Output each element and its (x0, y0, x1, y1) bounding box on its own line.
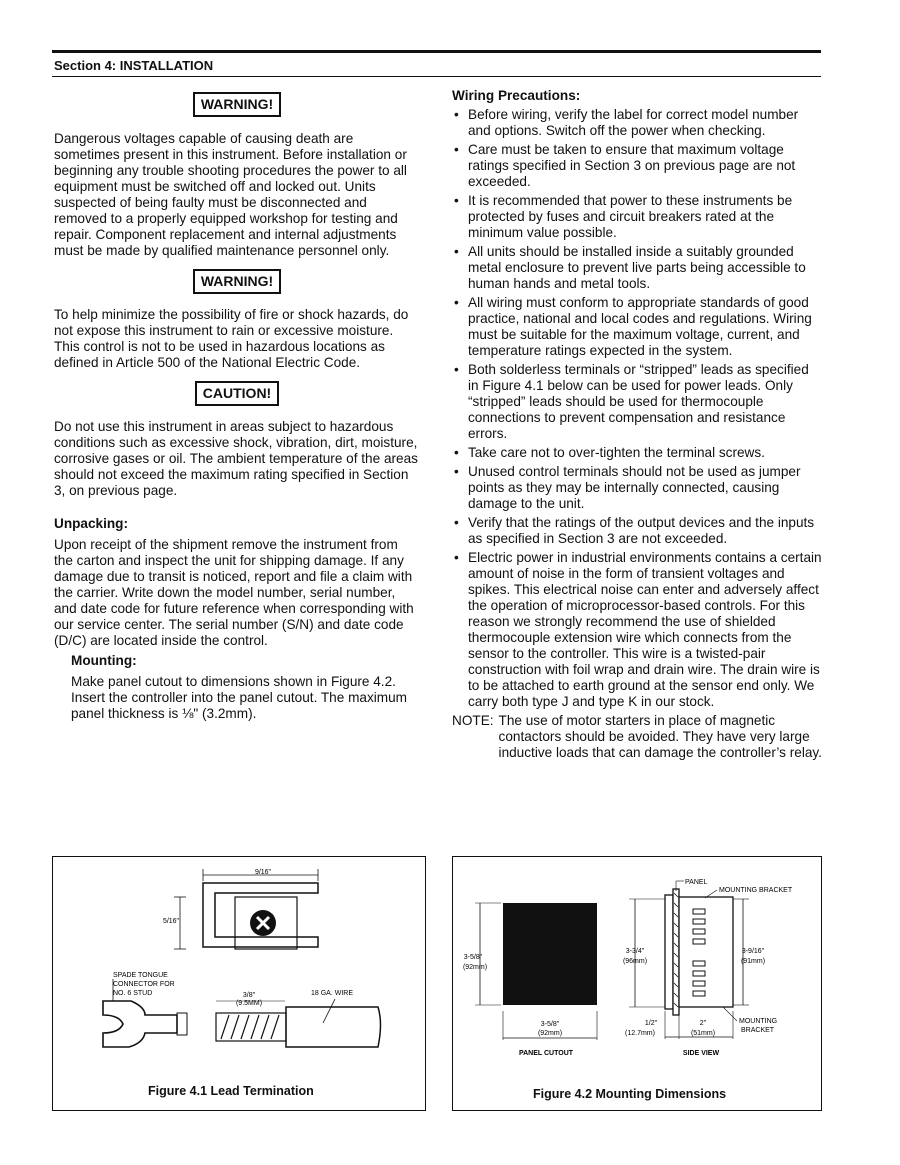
side-height-label: 3-3/4" (625, 948, 645, 955)
wiring-list (452, 107, 822, 710)
top-rule (52, 50, 821, 53)
body-depth-label: 2" (699, 1020, 707, 1027)
strip-length-mm-label: (9.5MM) (235, 1000, 263, 1007)
note-block (452, 713, 822, 761)
warning-text-2: To help minimize the possibility of fire or shock hazards, do not expose this instrument to rain or excessive moisture. This control is not to be used in hazardous locations as defined in Article 500 of the National Electric Code. (54, 307, 409, 370)
figure-lead-termination (52, 856, 426, 1111)
warning-text-1: Dangerous voltages capable of causing death are sometimes present in this instrument. Before installation or beginning any trouble shooting procedures the power to all equipment must be switched off and locked out. Units suspected of being faulty must be disconnected and removed to a properly equipped workshop for testing and repair. Component replacement and internal adjustments must be made by qualified maintenance personnel only. (54, 131, 407, 258)
list-item: • Take care not to over-tighten the terminal screws. (452, 445, 822, 461)
list-item: • All units should be installed inside a suitably grounded metal enclosure to prevent live parts being accessible to human hands and metal tools. (452, 244, 822, 292)
caution-text: Do not use this instrument in areas subject to hazardous conditions such as excessive shock, vibration, dirt, moisture, corrosive gases or oil. The ambient temperature of the areas should not exceed the maximum rating specified in Section 3, on previous page. (54, 419, 418, 498)
side-height-mm-label: (96mm) (622, 958, 648, 965)
dim-height-label: 5/16" (162, 918, 180, 925)
lead-termination-diagram (53, 857, 425, 1110)
list-item: • Care must be taken to ensure that maximum voltage ratings specified in Section 3 on previous page are not exceeded. (452, 142, 822, 190)
left-column (54, 92, 420, 722)
panel-cutout-square (503, 903, 597, 1005)
unpacking-heading: Unpacking: (54, 516, 129, 531)
body-depth-mm-label: (51mm) (690, 1030, 716, 1037)
cutout-height-mm-label: (92mm) (462, 964, 488, 971)
strip-length-label: 3/8" (242, 992, 256, 999)
mounting-bracket-top-label: MOUNTING BRACKET (719, 887, 793, 894)
mounting-bracket-bottom-label-1: MOUNTING (739, 1018, 778, 1025)
list-item: • Both solderless terminals or “stripped” leads as specified in Figure 4.1 below can be used for power leads. Only “stripped” leads should be used for thermocouple connections to prevent compensation and resistance errors. (452, 362, 822, 442)
cutout-width-mm-label: (92mm) (537, 1030, 563, 1037)
cutout-height-label: 3-5/8" (463, 954, 483, 961)
list-item: • It is recommended that power to these instruments be protected by fuses and circuit breakers rated at the minimum value possible. (452, 193, 822, 241)
figure-mounting-dimensions (452, 856, 822, 1111)
unpacking-text: Upon receipt of the shipment remove the instrument from the carton and inspect the unit for shipping damage. If any damage due to transit is noticed, report and file a claim with the carrier. Write down the model number, serial number, and date code for future reference when corresponding with our service center. The serial number (S/N) and date code (D/C) are located inside the control. (54, 537, 414, 648)
note-text: The use of motor starters in place of magnetic contactors should be avoided. They have very large inductive loads that can damage the controller’s relay. (498, 713, 822, 760)
right-column (452, 88, 822, 761)
spade-label-1: SPADE TONGUE (113, 972, 168, 979)
mounting-bracket-bottom-label-2: BRACKET (741, 1027, 775, 1034)
warning-label-2: WARNING! (193, 269, 281, 294)
mounting-heading: Mounting: (71, 653, 137, 668)
mounting-text: Make panel cutout to dimensions shown in Figure 4.2. Insert the controller into the panel cutout. The maximum panel thickness is ⅛" (3.2mm). (71, 674, 407, 721)
warning-label-1: WARNING! (193, 92, 281, 117)
wire-gauge-label: 18 GA. WIRE (311, 990, 354, 997)
mounting-block (54, 653, 420, 722)
panel-label: PANEL (685, 879, 708, 886)
list-item: • Verify that the ratings of the output devices and the inputs as specified in Section 3 are not exceeded. (452, 515, 822, 547)
note-label: NOTE: (452, 713, 494, 728)
wiring-heading: Wiring Precautions: (452, 88, 581, 103)
dim-width-label: 9/16" (254, 869, 272, 876)
section-title: Section 4: INSTALLATION (54, 58, 214, 73)
caution-label: CAUTION! (195, 381, 279, 406)
list-item: • Before wiring, verify the label for correct model number and options. Switch off the power when checking. (452, 107, 822, 139)
list-item: • Unused control terminals should not be used as jumper points as they may be internally connected, causing damage to the unit. (452, 464, 822, 512)
panel-cutout-title: PANEL CUTOUT (518, 1050, 574, 1057)
figure-4-1-caption: Figure 4.1 Lead Termination (148, 1084, 314, 1098)
bracket-height-label: 3-9/16" (741, 948, 765, 955)
header-underline (52, 76, 821, 77)
bezel-depth-label: 1/2" (644, 1020, 658, 1027)
list-item: • All wiring must conform to appropriate standards of good practice, national and local codes and regulations. Wiring must be suitable for the maximum voltage, current, and temperature ratings expected in the system. (452, 295, 822, 359)
bracket-height-mm-label: (91mm) (740, 958, 766, 965)
list-item: • Electric power in industrial environments contains a certain amount of noise in the form of transient voltages and spikes. This electrical noise can enter and adversely affect the operation of microprocessor-based controls. For this reason we strongly recommend the use of shielded thermocouple extension wire which connects from the sensor to the controller. This wire is a twisted-pair construction with foil wrap and drain wire. The drain wire is to be attached to earth ground at the sensor end only. We carry both type J and type K in our stock. (452, 550, 822, 710)
bezel-depth-mm-label: (12.7mm) (625, 1030, 655, 1037)
spade-label-3: NO. 6 STUD (113, 990, 153, 997)
spade-label-2: CONNECTOR FOR (113, 981, 175, 988)
side-view-title: SIDE VIEW (682, 1050, 720, 1057)
cutout-width-label: 3-5/8" (540, 1021, 560, 1028)
mounting-dimensions-diagram (453, 857, 821, 1110)
figure-4-2-caption: Figure 4.2 Mounting Dimensions (533, 1087, 727, 1101)
